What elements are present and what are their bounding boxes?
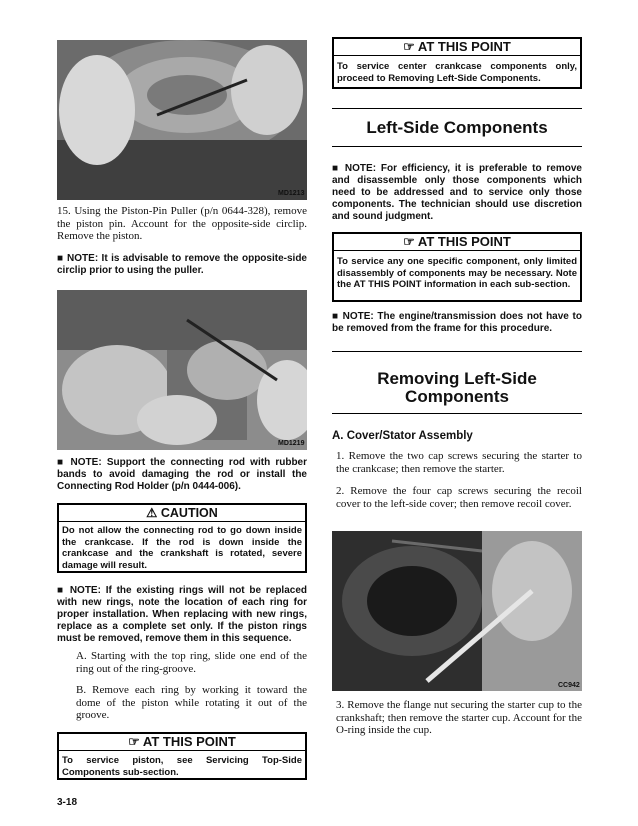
note-support-rod: ■ NOTE: Support the connecting rod with rubber bands to avoid damaging the rod or install the Connecting Rod Holder (p/n 0444-006). (57, 457, 307, 492)
rule-4 (332, 413, 582, 414)
rule-2 (332, 146, 582, 147)
rule-3 (332, 351, 582, 352)
caution-header (59, 505, 305, 522)
step-1: 1. Remove the two cap screws securing the starter to the crankcase; then remove the starter. (336, 450, 582, 475)
at-this-point-1-text: To service center crankcase components only, proceed to Removing Left-Side Components. (337, 61, 577, 84)
step-15: 15. Using the Piston-Pin Puller (p/n 0644-328), remove the piston pin. Account for the opposite-side circlip. Remove the piston. (57, 205, 307, 242)
step-a: A. Starting with the top ring, slide one end of the ring out of the ring-groove. (76, 650, 307, 675)
heading-removing-line2: Components (405, 387, 509, 406)
at-this-point-1-header: ☞ AT THIS POINT (334, 39, 580, 56)
heading-removing-line1: Removing Left-Side (377, 369, 537, 388)
at-this-point-2-text: To service any one specific component, only limited disassembly of components may be necessary. Note the AT THIS POINT information in each sub-section. (337, 256, 577, 290)
step-2: 2. Remove the four cap screws securing the recoil cover to the left-side cover; then remove recoil cover. (336, 485, 582, 510)
at-this-point-2-header: ☞ AT THIS POINT (334, 234, 580, 251)
piston-pin-photo (57, 40, 307, 200)
recoil-cover-photo (332, 531, 582, 691)
at-this-point-box-left (57, 732, 307, 780)
caution-icon: ⚠ (146, 506, 161, 520)
caution-text: Do not allow the connecting rod to go down inside the crankcase. If the rod is down inside the crankcase and the crankshaft is rotated, severe damage will result. (62, 525, 302, 571)
connecting-rod-photo (57, 290, 307, 450)
caution-box (57, 503, 307, 573)
rule-1 (332, 108, 582, 109)
step-b: B. Remove each ring by working it toward the dome of the piston while rotating it out of the groove. (76, 684, 307, 721)
at-this-point-text: To service piston, see Servicing Top-Side Components sub-section. (62, 755, 302, 778)
page-number: 3-18 (57, 797, 78, 808)
note-engine-frame: ■ NOTE: The engine/transmission does not have to be removed from the frame for this procedure. (332, 311, 582, 334)
at-this-point-box-2 (332, 232, 582, 302)
subheading-cover-stator: A. Cover/Stator Assembly (332, 430, 473, 442)
photo-code-cc942: CC942 (558, 682, 580, 689)
note-efficiency: ■ NOTE: For efficiency, it is preferable to remove and disassemble only those components which need to be addressed and to service only those components. The technician should use discretion and sound judgment. (332, 163, 582, 222)
at-this-point-header: ☞ AT THIS POINT (59, 734, 305, 751)
at-this-point-box-1 (332, 37, 582, 89)
photo-code-md1219: MD1219 (278, 440, 305, 447)
photo-code-md1213: MD1213 (278, 190, 305, 197)
note-circlip: ■ NOTE: It is advisable to remove the opposite-side circlip prior to using the puller. (57, 253, 307, 276)
caution-title: CAUTION (160, 506, 218, 520)
heading-left-side-components: Left-Side Components (366, 118, 548, 137)
note-rings: ■ NOTE: If the existing rings will not be replaced with new rings, note the location of each ring for proper installation. When replacing with new rings, replace as a complete set only. If the piston rings must be removed, remove them in this sequence. (57, 585, 307, 644)
step-3: 3. Remove the flange nut securing the starter cup to the crankshaft; then remove the starter cup. Account for the O-ring inside the cup. (336, 699, 582, 736)
